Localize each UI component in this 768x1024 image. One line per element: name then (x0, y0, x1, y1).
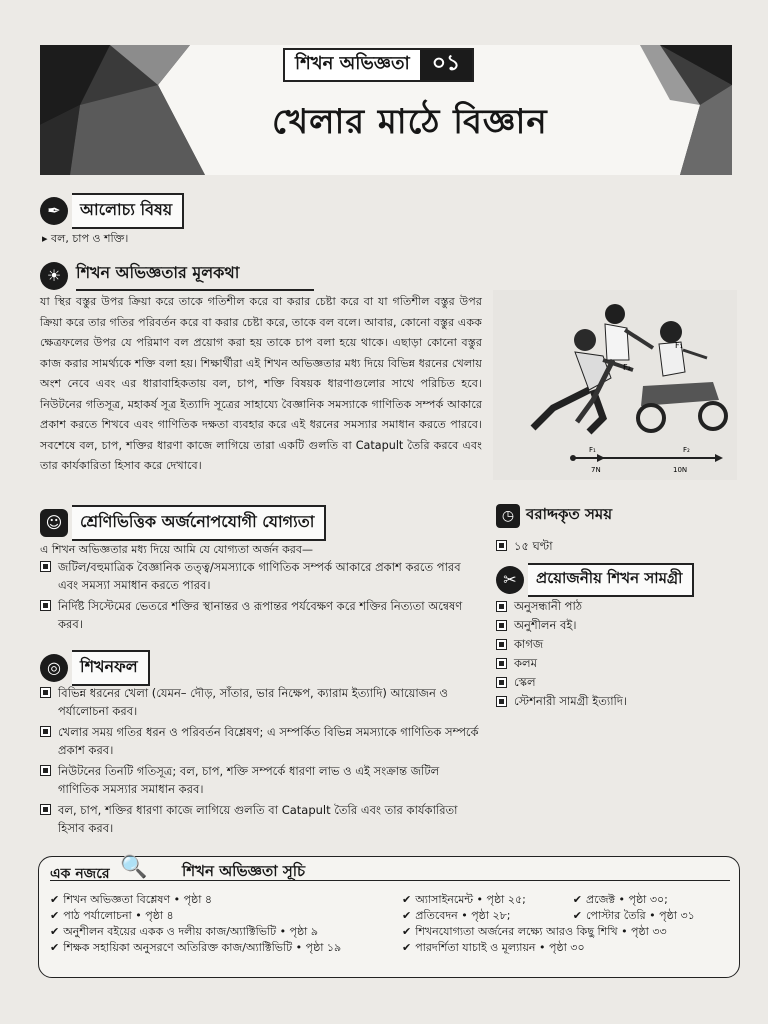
chip-label: শিখন অভিজ্ঞতা (295, 53, 410, 74)
index-item: ✔ শিক্ষক সহায়িকা অনুসরণে অতিরিক্ত কাজ/অ্যাক্টিভিটি • পৃষ্ঠা ১৯ (50, 941, 342, 954)
person-board-icon: ☺ (40, 509, 68, 537)
list-item: ১৫ ঘণ্টা (496, 537, 726, 555)
competency-heading-row (40, 505, 326, 541)
kids-pushing-cart-figure (493, 290, 737, 480)
checkbox-bullet-icon (496, 620, 507, 631)
index-item: ✔ শিখনযোগ্যতা অর্জনের লক্ষ্যে আরও কিছু শিখি • পৃষ্ঠা ৩৩ (402, 925, 667, 938)
list-item: নির্দিষ্ট সিস্টেমের ভেতরে শক্তির স্থানান্তর ও রূপান্তর পর্যবেক্ষণ করে শক্তির নিত্যতা অন্বেষণ করব। (40, 597, 480, 633)
checkbox-bullet-icon (496, 601, 507, 612)
index-tab-label: এক নজরে (50, 866, 110, 882)
topic-heading-row (40, 193, 184, 229)
topic-text: ▸ বল, চাপ ও শক্তি। (42, 232, 129, 245)
check-icon: ✔ (50, 909, 60, 922)
checkbox-bullet-icon (496, 658, 507, 669)
index-item: ✔ প্রতিবেদন • পৃষ্ঠা ২৮; ✔ পোস্টার তৈরি • পৃষ্ঠা ৩১ (402, 909, 695, 922)
check-icon: ✔ (50, 893, 60, 906)
list-item: কলম (496, 655, 726, 671)
checkbox-bullet-icon (40, 726, 51, 737)
outcomes-list (40, 684, 480, 840)
index-item: ✔ পারদর্শিতা যাচাই ও মূল্যায়ন • পৃষ্ঠা ৩০ (402, 941, 585, 954)
index-item: ✔ অ্যাসাইনমেন্ট • পৃষ্ঠা ২৫; ✔ প্রজেক্ট • পৃষ্ঠা ৩০; (402, 893, 668, 906)
magnifier-book-icon: 🔍 (120, 855, 148, 880)
topic-heading: আলোচ্য বিষয় (72, 193, 184, 229)
check-icon: ✔ (572, 893, 582, 906)
pen-nib-icon: ✒ (40, 197, 68, 225)
index-right-column (402, 892, 695, 956)
list-item: নিউটনের তিনটি গতিসূত্র; বল, চাপ, শক্তি সম্পর্কে ধারণা লাভ ও এই সংক্রান্ত জটিল গাণিতিক সমস্যার সমাধান করব। (40, 762, 480, 798)
competency-intro: এ শিখন অভিজ্ঞতার মধ্য দিয়ে আমি যে যোগ্যতা অর্জন করব— (40, 543, 313, 556)
time-list (496, 537, 726, 558)
index-left-column (50, 892, 341, 956)
list-item: স্কেল (496, 674, 726, 690)
clock-icon: ◷ (496, 504, 520, 528)
checkbox-bullet-icon (496, 677, 507, 688)
list-item: বিভিন্ন ধরনের খেলা (যেমন– দৌড়, সাঁতার, ভার নিক্ষেপ, ক্যারাম ইত্যাদি) আয়োজন ও পর্যালোচনা করব। (40, 684, 480, 720)
core-paragraph: যা স্থির বস্তুর উপর ক্রিয়া করে তাকে গতিশীল করে বা করার চেষ্টা করে বা যা গতিশীল বস্তুর উপর ক্রিয়া করে তার গতির পরিবর্তন করে বা করার চেষ্টা করে, তাকে বল বলে। আবার, কোনো বস্তুর একক ক্ষেত্রফলের উপর যে পরিমাণ বল প্রয়োগ করা হয় তাকে চাপ বলা হয়ে থাকে। এছাড়া কোনো বস্তুর কাজ করার সামর্থ্যকে শক্তি বলা হয়। শিক্ষার্থীরা এই শিখন অভিজ্ঞতার মধ্য দিয়ে বিভিন্ন ধরনের খেলায় অংশ নেবে এবং এর ধারাবাহিকতায় বল, চাপ, শক্তি বিষয়ক ধারণাগুলোর সাথে পরিচিত হবে। নিউটনের গতিসূত্র, মহাকর্ষ সূত্র ইত্যাদি সূত্রের সাহায্যে বৈজ্ঞানিক সমস্যাকে গাণিতিক সম্পর্ক আকারে প্রকাশ করতে শিখবে এবং গাণিতিক দক্ষতা ব্যবহার করে এই ধরনের সমস্যার সমাধান করতে পারবে। সবশেষে বল, চাপ, শক্তির ধারণা কাজে লাগিয়ে তারা একটি গুলতি বা Catapult তৈরি করবে এবং তার কার্যকারিতা হিসাব করে দেখাবে। (40, 295, 482, 472)
checkbox-bullet-icon (40, 687, 51, 698)
index-item: ✔ অনুশীলন বইয়ের একক ও দলীয় কাজ/অ্যাক্টিভিটি • পৃষ্ঠা ৯ (50, 925, 319, 938)
figure-label-f1-arrow: F₁ (589, 446, 596, 454)
check-icon: ✔ (402, 909, 412, 922)
figure-value-7n: 7N (591, 466, 601, 474)
figure-label-f2: F₂ (623, 363, 631, 372)
checkbox-bullet-icon (496, 540, 507, 551)
core-heading: শিখন অভিজ্ঞতার মূলকথা (76, 260, 314, 291)
lightbulb-icon: ☀ (40, 262, 68, 290)
check-icon: ✔ (402, 893, 412, 906)
figure-value-10n: 10N (673, 466, 688, 474)
check-icon: ✔ (402, 941, 412, 954)
checkbox-bullet-icon (40, 804, 51, 815)
check-icon: ✔ (50, 925, 60, 938)
index-heading: শিখন অভিজ্ঞতা সূচি (182, 862, 306, 880)
checkbox-bullet-icon (496, 696, 507, 707)
outcomes-heading: শিখনফল (72, 650, 150, 686)
index-item: ✔ পাঠ পর্যালোচনা • পৃষ্ঠা ৪ (50, 909, 174, 922)
checkbox-bullet-icon (496, 639, 507, 650)
materials-heading-row (496, 563, 694, 597)
tools-icon: ✂ (496, 566, 524, 594)
competency-list (40, 558, 480, 636)
check-icon: ✔ (50, 941, 60, 954)
checkbox-bullet-icon (40, 765, 51, 776)
checkbox-bullet-icon (40, 561, 51, 572)
figure-label-f1: F₁ (675, 341, 683, 350)
list-item: অনুসন্ধানী পাঠ (496, 598, 726, 614)
list-item: কাগজ (496, 636, 726, 652)
learning-experience-chip (283, 48, 474, 82)
core-heading-row (40, 260, 314, 291)
list-item: বল, চাপ, শক্তির ধারণা কাজে লাগিয়ে গুলতি বা Catapult তৈরি এবং তার কার্যকারিতা হিসাব করব। (40, 801, 480, 837)
list-item: জটিল/বহুমাত্রিক বৈজ্ঞানিক তত্ত্ব/সমস্যাকে গাণিতিক সম্পর্ক আকারে প্রকাশ করতে পারব এবং সমস্যা সমাধান করতে পারব। (40, 558, 480, 594)
check-icon: ✔ (402, 925, 412, 938)
target-icon: ◎ (40, 654, 68, 682)
figure-label-f2-arrow: F₂ (683, 446, 690, 454)
competency-heading: শ্রেণিভিত্তিক অর্জনোপযোগী যোগ্যতা (72, 505, 326, 541)
index-item: ✔ শিখন অভিজ্ঞতা বিশ্লেষণ • পৃষ্ঠা ৪ (50, 893, 213, 906)
list-item: অনুশীলন বই। (496, 617, 726, 633)
outcomes-heading-row (40, 650, 150, 686)
time-heading-row (496, 503, 612, 528)
list-item: স্টেশনারী সামগ্রী ইত্যাদি। (496, 693, 726, 709)
chip-number: ০১ (420, 50, 473, 80)
time-heading: বরাদ্দকৃত সময় (526, 505, 613, 523)
checkbox-bullet-icon (40, 600, 51, 611)
materials-heading: প্রয়োজনীয় শিখন সামগ্রী (528, 563, 694, 597)
list-item: খেলার সময় গতির ধরন ও পরিবর্তন বিশ্লেষণ; এ সম্পর্কিত বিভিন্ন সমস্যাকে গাণিতিক সম্পর্কে প্রকাশ করব। (40, 723, 480, 759)
materials-list (496, 598, 726, 712)
check-icon: ✔ (572, 909, 582, 922)
index-divider (50, 880, 730, 881)
page-title: খেলার মাঠে বিজ্ঞান (272, 102, 548, 142)
